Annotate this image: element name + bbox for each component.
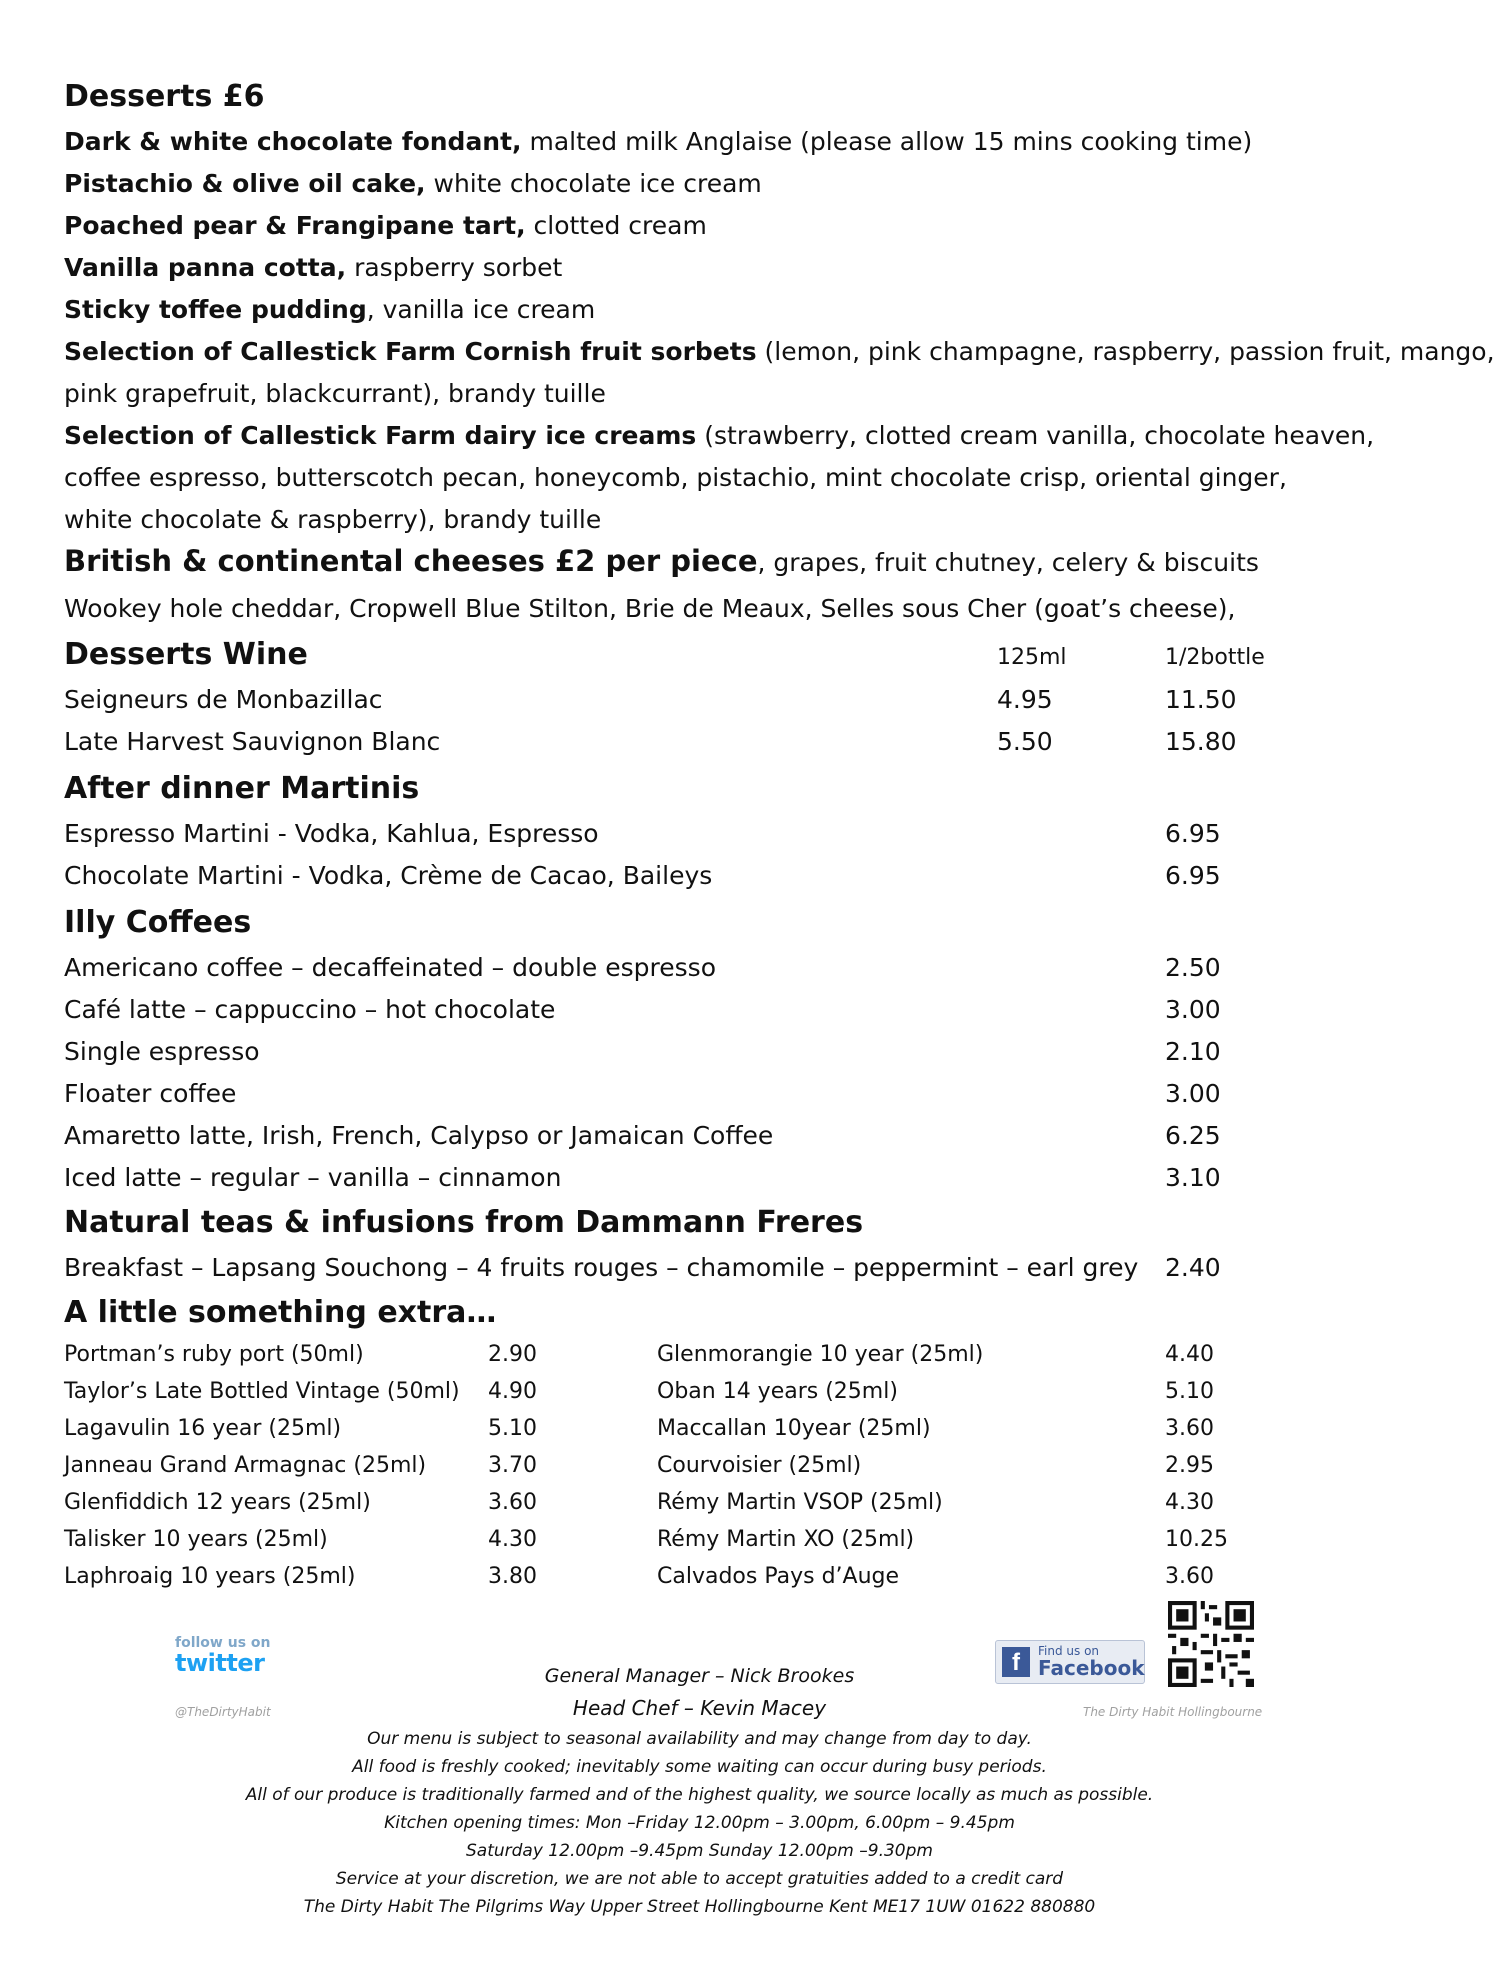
- wine-price-half-bottle: 11.50: [1165, 685, 1237, 714]
- dessert-item: Selection of Callestick Farm Cornish fruit sorbets (lemon, pink champagne, raspberry, passion fruit, mango,: [64, 337, 1495, 366]
- extra-item-price: 2.90: [488, 1342, 537, 1367]
- wine-price-125ml: 4.95: [997, 685, 1053, 714]
- footer-line: All food is freshly cooked; inevitably some waiting can occur during busy periods.: [352, 1757, 1047, 1777]
- desserts-heading: Desserts £6: [64, 79, 265, 114]
- dessert-item: Poached pear & Frangipane tart, clotted cream: [64, 211, 707, 240]
- extra-item-price: 3.60: [488, 1490, 537, 1515]
- facebook-icon: f: [1002, 1647, 1030, 1677]
- coffee-price: 2.10: [1165, 1037, 1221, 1066]
- extra-item-name: Glenfiddich 12 years (25ml): [64, 1490, 371, 1515]
- martini-price: 6.95: [1165, 861, 1221, 890]
- extra-item-price: 5.10: [488, 1416, 537, 1441]
- extra-item-name: Rémy Martin XO (25ml): [657, 1527, 915, 1552]
- footer-line: Service at your discretion, we are not able to accept gratuities added to a credit card: [335, 1869, 1064, 1889]
- tea-name: Breakfast – Lapsang Souchong – 4 fruits rouges – chamomile – peppermint – earl grey: [64, 1253, 1139, 1282]
- extra-item-price: 10.25: [1165, 1527, 1228, 1552]
- extra-item-name: Portman’s ruby port (50ml): [64, 1342, 364, 1367]
- coffee-name: Floater coffee: [64, 1079, 237, 1108]
- coffee-price: 2.50: [1165, 953, 1221, 982]
- martini-price: 6.95: [1165, 819, 1221, 848]
- twitter-logo-icon: twitter: [175, 1649, 265, 1677]
- martini-name: Chocolate Martini - Vodka, Crème de Cacao, Baileys: [64, 861, 713, 890]
- cheeses-line: British & continental cheeses £2 per piece, grapes, fruit chutney, celery & biscuits: [64, 544, 1259, 578]
- teas-heading: Natural teas & infusions from Dammann Freres: [64, 1205, 864, 1240]
- coffee-price: 3.00: [1165, 995, 1221, 1024]
- coffee-price: 3.10: [1165, 1163, 1221, 1192]
- extra-item-price: 4.90: [488, 1379, 537, 1404]
- coffee-name: Café latte – cappuccino – hot chocolate: [64, 995, 556, 1024]
- extra-item-price: 3.70: [488, 1453, 537, 1478]
- facebook-name: Facebook: [1038, 1656, 1145, 1680]
- extra-heading: A little something extra…: [64, 1295, 497, 1330]
- coffee-name: Single espresso: [64, 1037, 260, 1066]
- twitter-handle: @TheDirtyHabit: [175, 1705, 271, 1719]
- footer-line: Saturday 12.00pm –9.45pm Sunday 12.00pm –9.30pm: [466, 1841, 933, 1861]
- dessert-item: Vanilla panna cotta, raspberry sorbet: [64, 253, 563, 282]
- dessert-item: Pistachio & olive oil cake, white chocolate ice cream: [64, 169, 762, 198]
- footer-line: All of our produce is traditionally farmed and of the highest quality, we source locally as much as possible.: [245, 1785, 1154, 1805]
- extra-item-name: Glenmorangie 10 year (25ml): [657, 1342, 984, 1367]
- extra-item-price: 5.10: [1165, 1379, 1214, 1404]
- footer-line: Kitchen opening times: Mon –Friday 12.00pm – 3.00pm, 6.00pm – 9.45pm: [384, 1813, 1015, 1833]
- wine-name: Late Harvest Sauvignon Blanc: [64, 727, 441, 756]
- facebook-handle: The Dirty Habit Hollingbourne: [1083, 1705, 1263, 1719]
- extra-item-name: Maccallan 10year (25ml): [657, 1416, 931, 1441]
- twitter-follow-label: follow us on: [175, 1635, 271, 1651]
- coffee-name: Iced latte – regular – vanilla – cinnamon: [64, 1163, 562, 1192]
- extra-item-price: 3.60: [1165, 1416, 1214, 1441]
- extra-item-name: Oban 14 years (25ml): [657, 1379, 898, 1404]
- dessert-item-continuation: white chocolate & raspberry), brandy tuille: [64, 505, 602, 534]
- dessert-wine-heading: Desserts Wine: [64, 637, 308, 672]
- dessert-item: Selection of Callestick Farm dairy ice creams (strawberry, clotted cream vanilla, chocolate heaven,: [64, 421, 1375, 450]
- extra-item-price: 4.30: [488, 1527, 537, 1552]
- dessert-item-continuation: pink grapefruit, blackcurrant), brandy tuille: [64, 379, 606, 408]
- coffee-price: 3.00: [1165, 1079, 1221, 1108]
- coffee-name: Americano coffee – decaffeinated – double espresso: [64, 953, 716, 982]
- wine-price-half-bottle: 15.80: [1165, 727, 1237, 756]
- footer-address: The Dirty Habit The Pilgrims Way Upper Street Hollingbourne Kent ME17 1UW 01622 880880: [303, 1897, 1096, 1917]
- extra-item-name: Calvados Pays d’Auge: [657, 1564, 900, 1589]
- footer-line: Our menu is subject to seasonal availability and may change from day to day.: [367, 1729, 1032, 1749]
- extra-item-name: Lagavulin 16 year (25ml): [64, 1416, 342, 1441]
- coffee-name: Amaretto latte, Irish, French, Calypso or Jamaican Coffee: [64, 1121, 774, 1150]
- extra-item-name: Courvoisier (25ml): [657, 1453, 862, 1478]
- coffees-heading: Illy Coffees: [64, 905, 252, 940]
- extra-item-name: Rémy Martin VSOP (25ml): [657, 1490, 943, 1515]
- wine-col-half-bottle: 1/2bottle: [1165, 645, 1265, 670]
- facebook-find-label: Find us on: [1038, 1644, 1100, 1658]
- extra-item-price: 4.40: [1165, 1342, 1214, 1367]
- coffee-price: 6.25: [1165, 1121, 1221, 1150]
- extra-item-name: Laphroaig 10 years (25ml): [64, 1564, 356, 1589]
- martini-name: Espresso Martini - Vodka, Kahlua, Espresso: [64, 819, 599, 848]
- cheeses-list: Wookey hole cheddar, Cropwell Blue Stilton, Brie de Meaux, Selles sous Cher (goat’s cheese),: [64, 594, 1236, 623]
- extra-item-name: Janneau Grand Armagnac (25ml): [64, 1453, 427, 1478]
- extra-item-price: 3.80: [488, 1564, 537, 1589]
- extra-item-price: 3.60: [1165, 1564, 1214, 1589]
- dessert-item: Sticky toffee pudding, vanilla ice cream: [64, 295, 596, 324]
- dessert-item-continuation: coffee espresso, butterscotch pecan, honeycomb, pistachio, mint chocolate crisp, oriental ginger,: [64, 463, 1287, 492]
- wine-name: Seigneurs de Monbazillac: [64, 685, 383, 714]
- martinis-heading: After dinner Martinis: [64, 771, 420, 806]
- extra-item-price: 2.95: [1165, 1453, 1214, 1478]
- tea-price: 2.40: [1165, 1253, 1221, 1282]
- wine-price-125ml: 5.50: [997, 727, 1053, 756]
- extra-item-name: Taylor’s Late Bottled Vintage (50ml): [64, 1379, 460, 1404]
- general-manager: General Manager – Nick Brookes: [544, 1665, 855, 1687]
- wine-col-125ml: 125ml: [997, 645, 1067, 670]
- head-chef: Head Chef – Kevin Macey: [572, 1696, 827, 1720]
- dessert-item: Dark & white chocolate fondant, malted milk Anglaise (please allow 15 mins cooking time): [64, 127, 1253, 156]
- extra-item-price: 4.30: [1165, 1490, 1214, 1515]
- cheeses-heading: British & continental cheeses £2 per piece: [64, 544, 758, 578]
- extra-item-name: Talisker 10 years (25ml): [64, 1527, 328, 1552]
